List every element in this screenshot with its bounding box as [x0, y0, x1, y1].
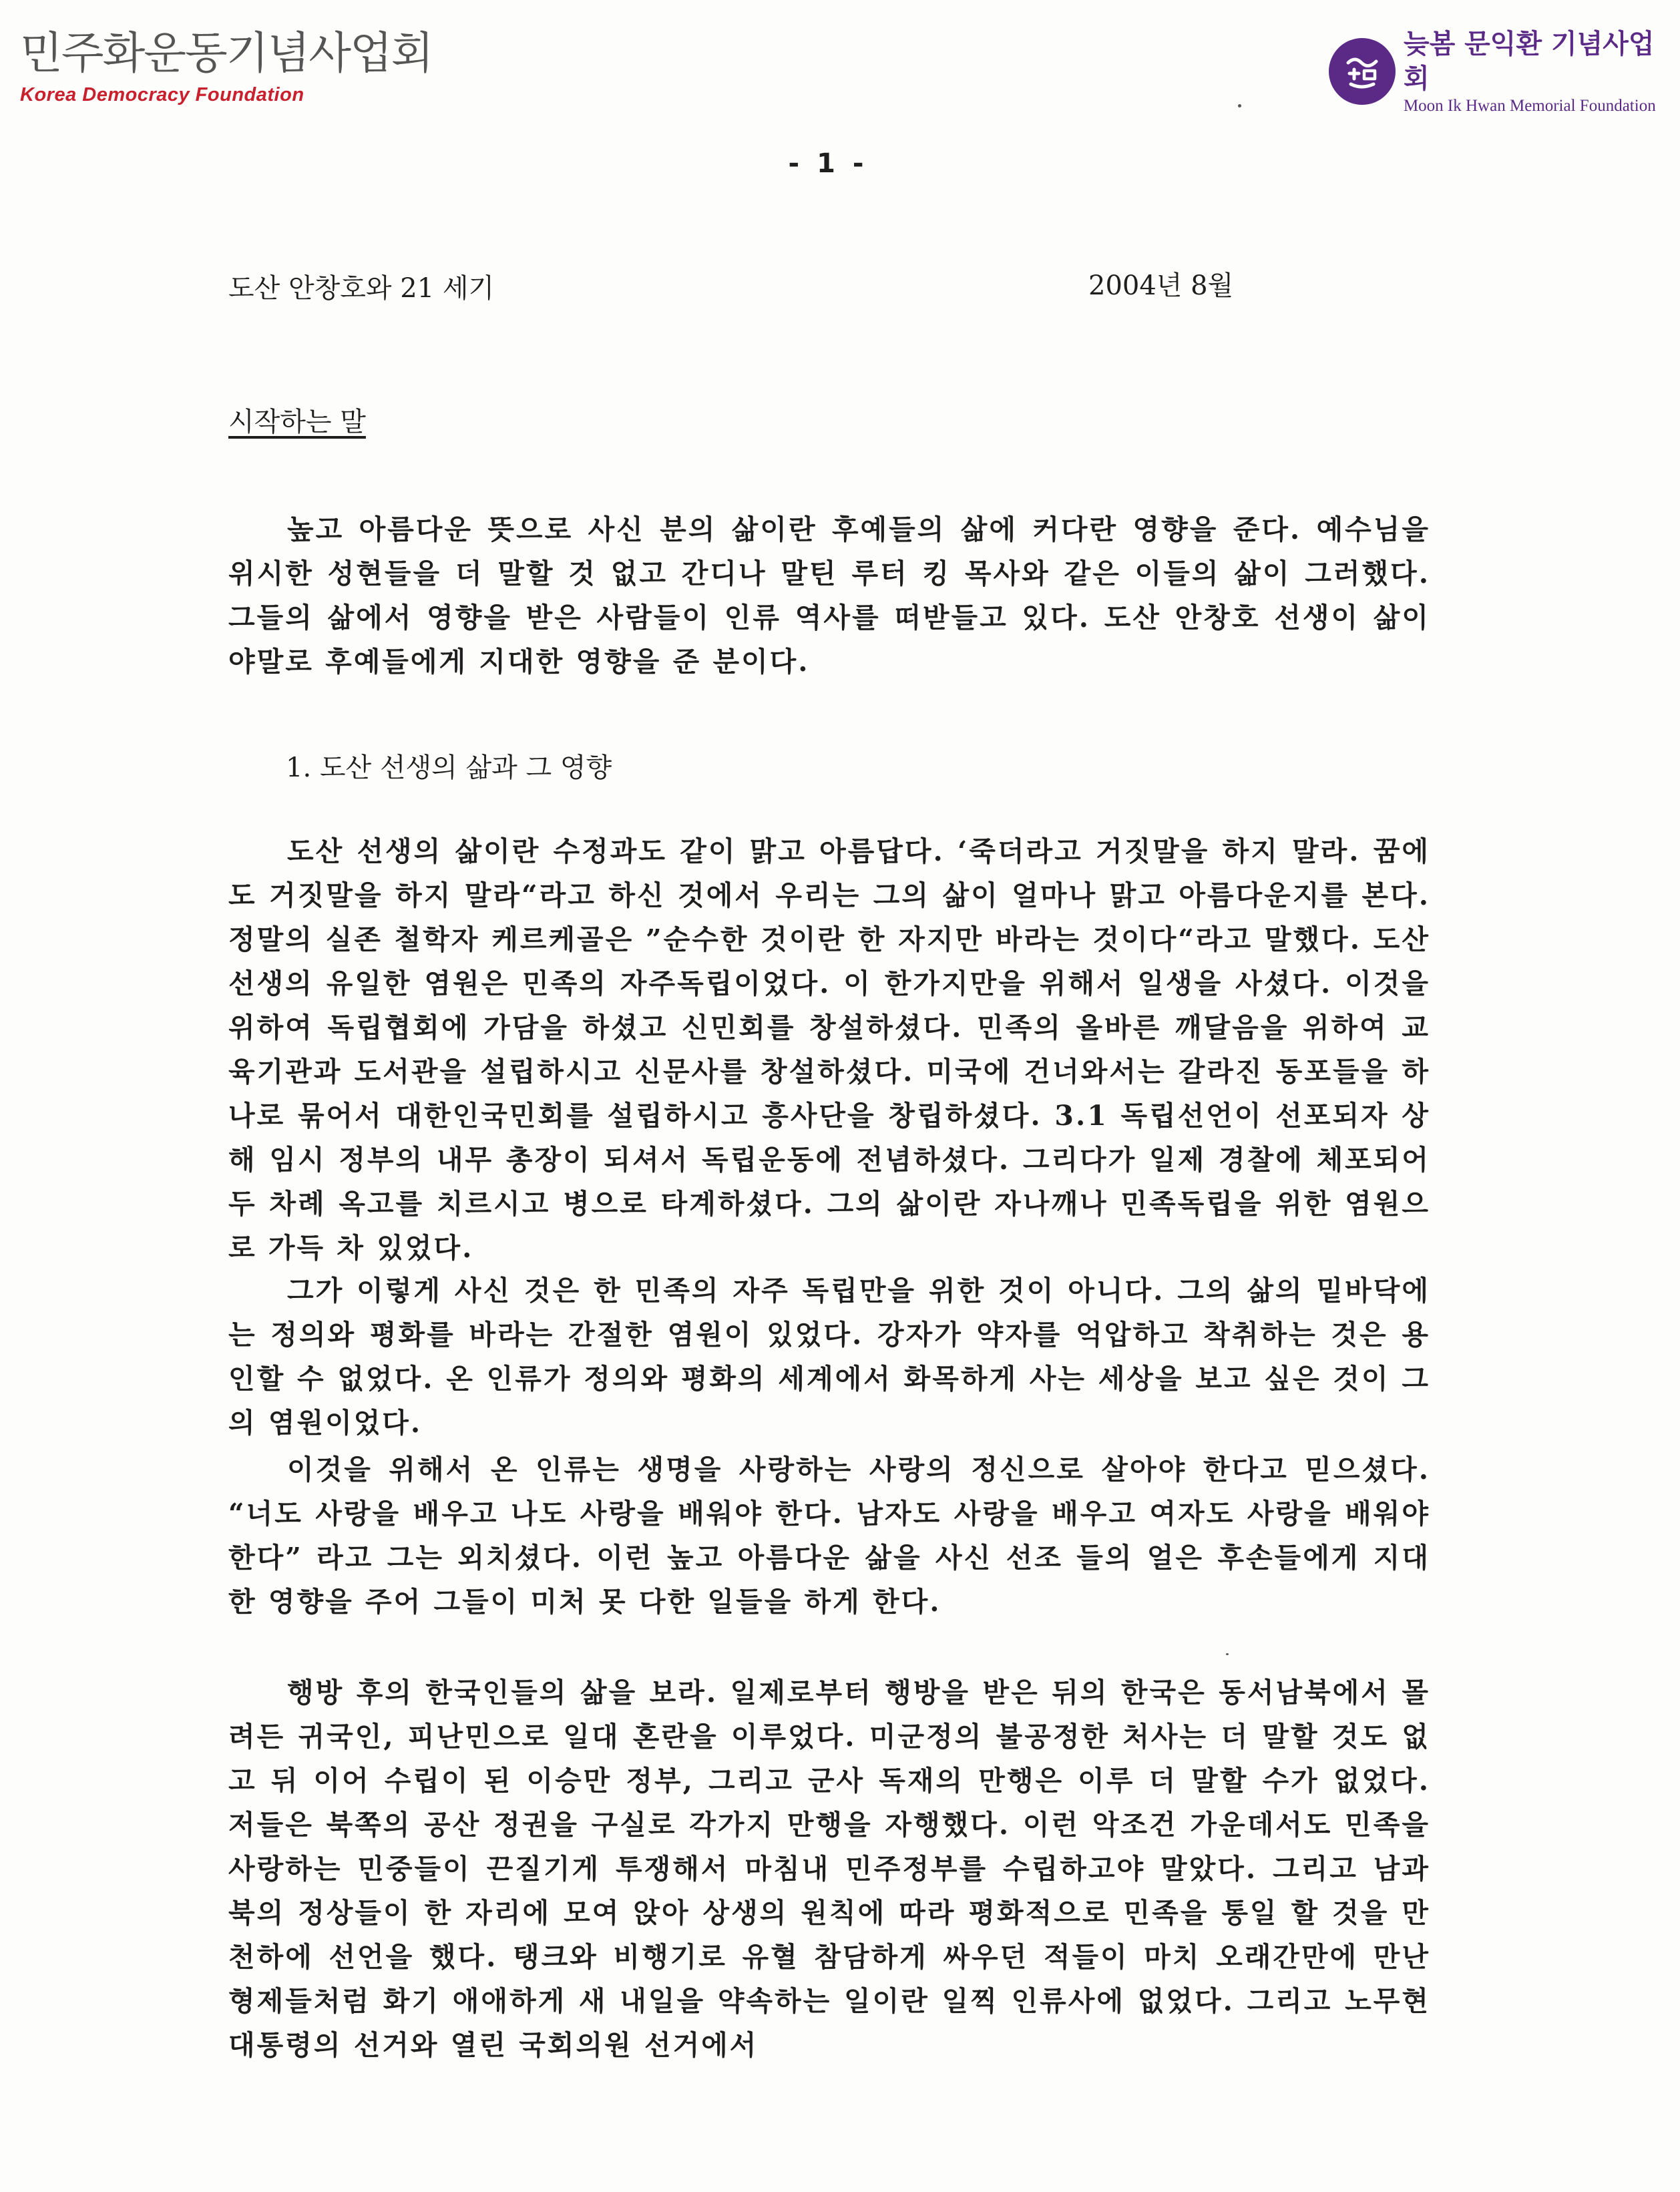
kdf-name-en: Korea Democracy Foundation: [20, 84, 304, 105]
moon-emblem-icon: [1329, 38, 1396, 105]
document-title: 도산 안창호와 21 세기: [228, 273, 495, 304]
moon-name-en: Moon Ik Hwan Memorial Foundation: [1403, 97, 1656, 115]
paragraph: 그가 이렇게 사신 것은 한 민족의 자주 독립만을 위한 것이 아니다. 그의 삶의 밑바닥에는 정의와 평화를 바라는 간절한 염원이 있었다. 강자가 약자를 억압하고 착취하는 것은 용인할 수 없었다. 온 인류가 정의와 평화의 세계에서 화목하게 사는 세상을 보고 싶은 것이 그의 염원이었다.: [228, 1275, 1430, 1439]
intro-heading: 시작하는 말: [228, 407, 366, 437]
paragraph: 이것을 위해서 온 인류는 생명을 사랑하는 사랑의 정신으로 살아야 한다고 믿으셨다. “너도 사랑을 배우고 나도 사랑을 배워야 한다. 남자도 사랑을 배우고 여자도 사랑을 배워야 한다” 라고 그는 외치셨다. 이런 높고 아름다운 삶을 사신 선조 들의 얼은 후손들에게 지대한 영향을 주어 그들이 미처 못 다한 일들을 하게 한다.: [228, 1454, 1430, 1618]
paragraph-intro: 높고 아름다운 뜻으로 사신 분의 삶이란 후예들의 삶에 커다란 영향을 준다. 예수님을 위시한 성현들을 더 말할 것 없고 간디나 말틴 루터 킹 목사와 같은 이들의 삶이 그러했다. 그들의 삶에서 영향을 받은 사람들이 인류 역사를 떠받들고 있다. 도산 안창호 선생이 삶이야말로 후예들에게 지대한 영향을 준 분이다.: [228, 513, 1430, 678]
scan-speck: [1226, 1653, 1229, 1655]
moon-foundation-logo: [1329, 27, 1680, 116]
page-number: - 1 -: [788, 148, 868, 179]
paragraph: 도산 선생의 삶이란 수정과도 같이 맑고 아름답다. ‘죽더라고 거짓말을 하지 말라. 꿈에도 거짓말을 하지 말라“라고 하신 것에서 우리는 그의 삶이 얼마나 맑고 아름다운지를 본다. 정말의 실존 철학자 케르케골은 ”순수한 것이란 한 자지만 바라는 것이다“라고 말했다. 도산 선생의 유일한 염원은 민족의 자주독립이었다. 이 한가지만을 위해서 일생을 사셨다. 이것을 위하여 독립협회에 가담을 하셨고 신민회를 창설하셨다. 민족의 올바른 깨달음을 위하여 교육기관과 도서관을 설립하시고 신문사를 창설하셨다. 미국에 건너와서는 갈라진 동포들을 하나로 묶어서 대한인국민회를 설립하시고 흥사단을 창립하셨다. 3.1 독립선언이 선포되자 상해 임시 정부의 내무 총장이 되셔서 독립운동에 전념하셨다. 그리다가 일제 경찰에 체포되어 두 차례 옥고를 치르시고 병으로 타계하셨다. 그의 삶이란 자나깨나 민족독립을 위한 염원으로 가득 차 있었다.: [228, 835, 1430, 1264]
section-heading: 1. 도산 선생의 삶과 그 영향: [286, 752, 612, 783]
paragraph: 행방 후의 한국인들의 삶을 보라. 일제로부터 행방을 받은 뒤의 한국은 동서남북에서 몰려든 귀국인, 피난민으로 일대 혼란을 이루었다. 미군정의 불공정한 처사는 더 말할 것도 없고 뒤 이어 수립이 된 이승만 정부, 그리고 군사 독재의 만행은 이루 더 말할 수가 없었다. 저들은 북쪽의 공산 정권을 구실로 각가지 만행을 자행했다. 이런 악조건 가운데서도 민족을 사랑하는 민중들이 끈질기게 투쟁해서 마침내 민주정부를 수립하고야 말았다. 그리고 남과 북의 정상들이 한 자리에 모여 앉아 상생의 원칙에 따라 평화적으로 민족을 통일 할 것을 만천하에 선언을 했다. 탱크와 비행기로 유혈 참담하게 싸우던 적들이 마치 오래간만에 만난 형제들처럼 화기 애애하게 새 내일을 약속하는 일이란 일찍 인류사에 없었다. 그리고 노무현 대통령의 선거와 열린 국회의원 선거에서: [228, 1677, 1430, 2061]
kdf-name-ko: 민주화운동기념사업회: [20, 27, 433, 79]
kdf-logo: [20, 27, 433, 107]
moon-name-ko: 늦봄 문익환 기념사업회: [1403, 29, 1655, 94]
moon-text: [1404, 27, 1680, 116]
document-date: 2004년 8월: [1088, 270, 1234, 301]
scan-speck: [1238, 104, 1241, 107]
